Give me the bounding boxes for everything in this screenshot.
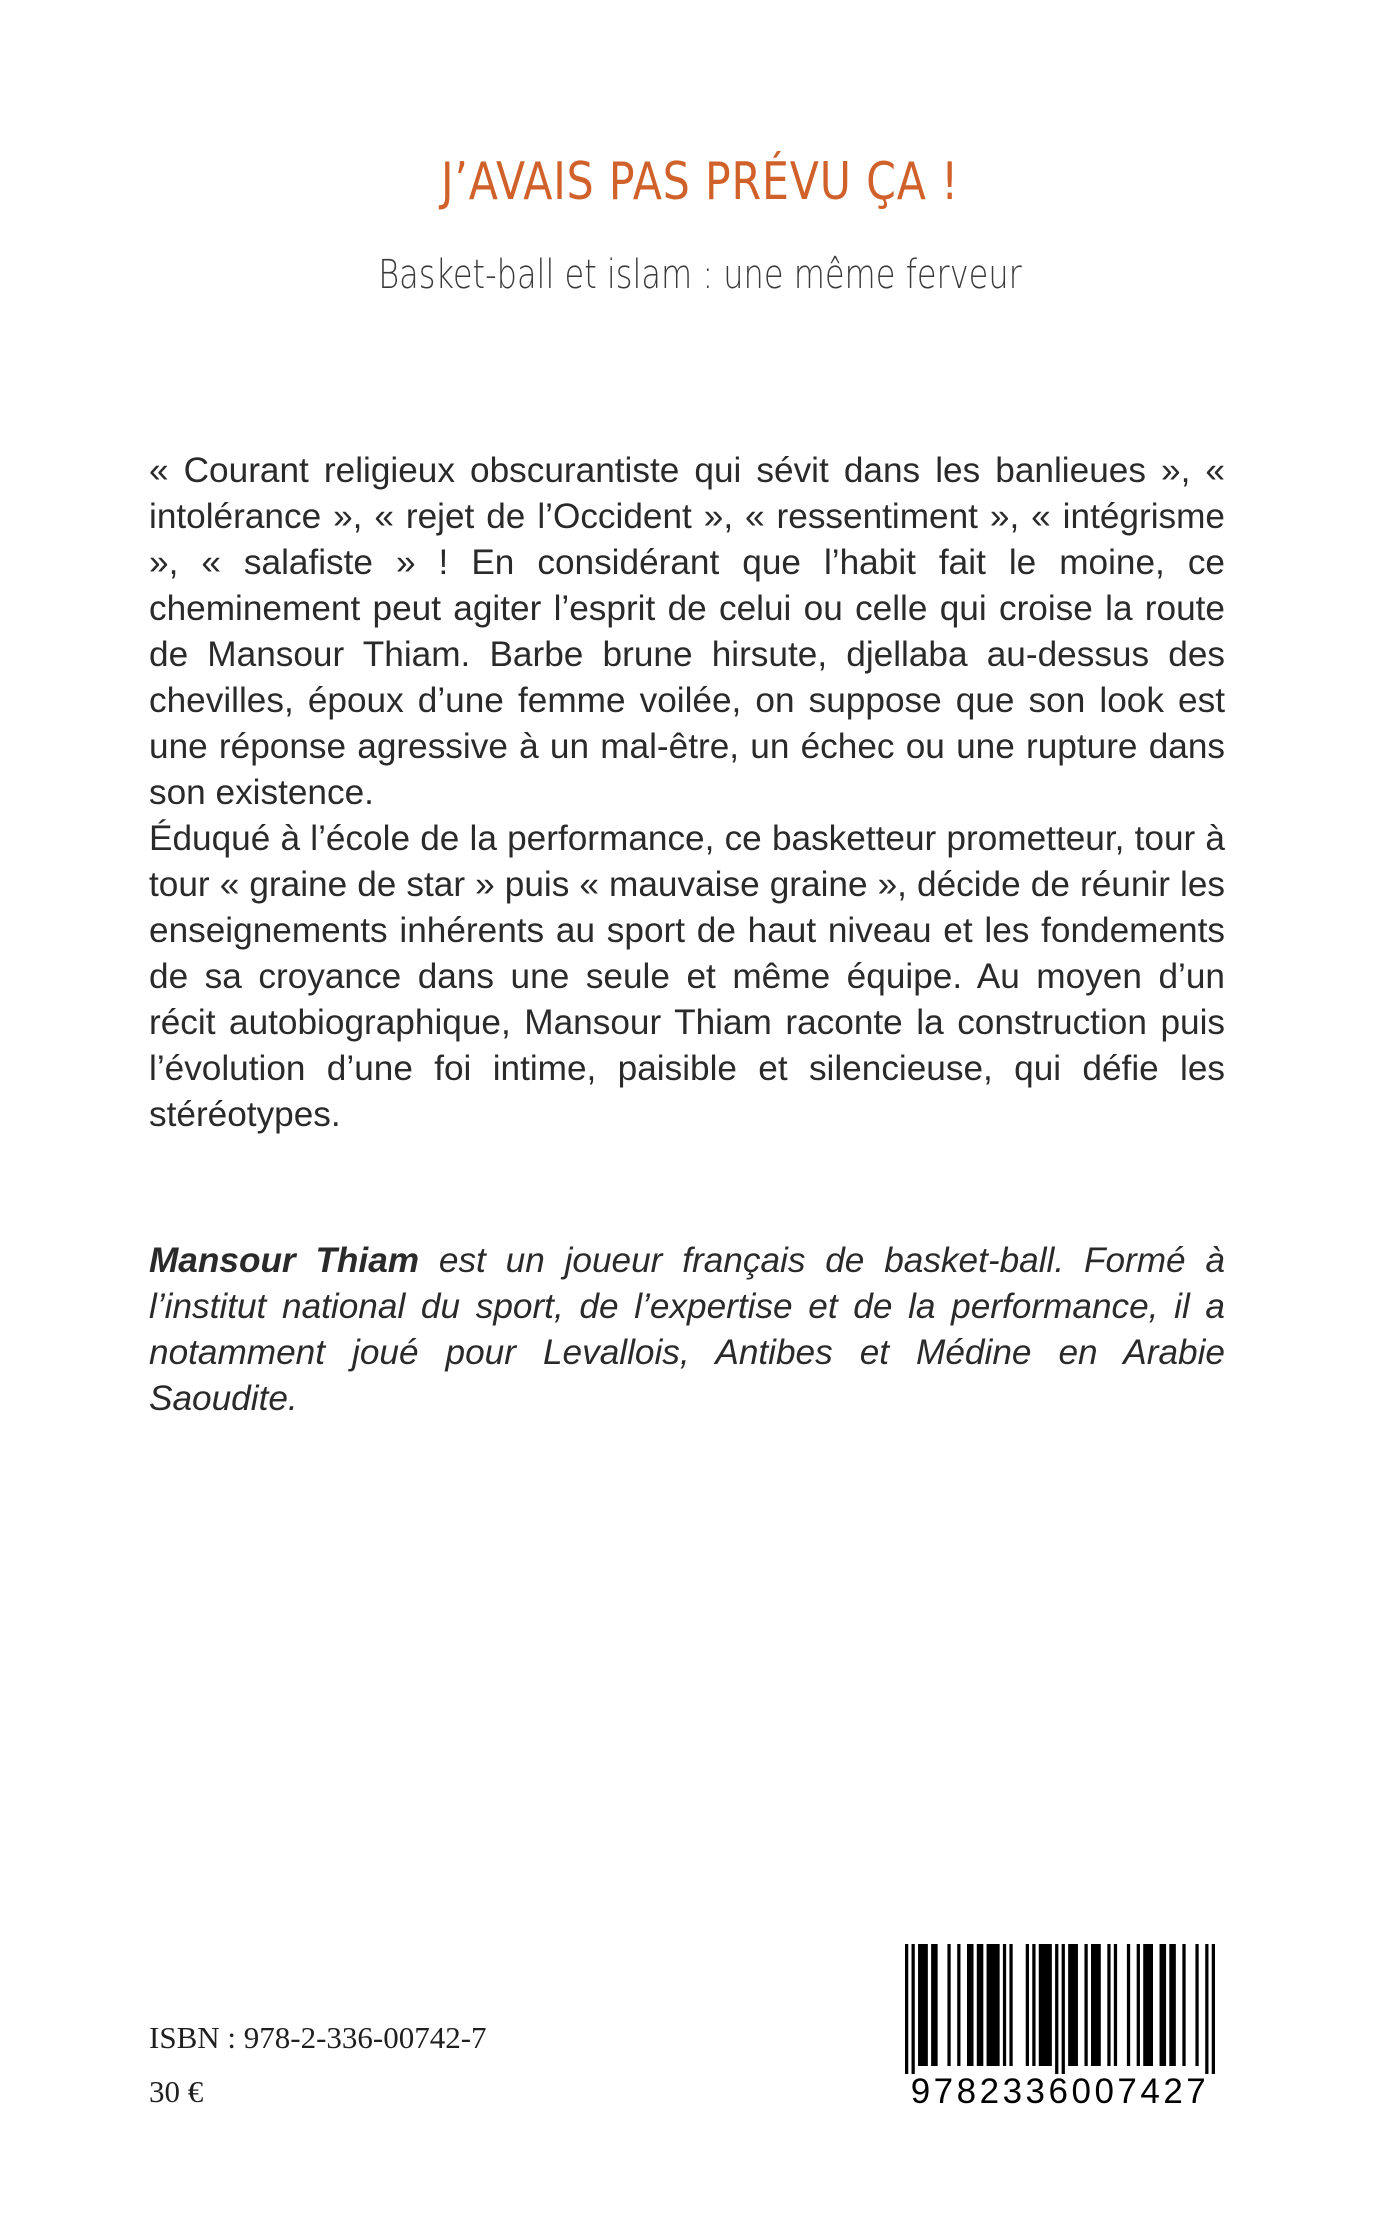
- barcode-bar: [1127, 1944, 1130, 2066]
- author-bio-text: est un joueur français de basket-ball. Formé à l’institut national du sport, de l’expertise et de la performance, il a notamment joué pour Levallois, Antibes et Médine en Arabie Saoudite.: [149, 1241, 1225, 1418]
- barcode-bar: [1003, 1944, 1006, 2066]
- barcode-bar: [977, 1944, 984, 2066]
- barcode-bar: [987, 1944, 1000, 2066]
- author-bio: [149, 1238, 1225, 1422]
- book-subtitle: Basket-ball et islam : une même ferveur: [378, 252, 1022, 298]
- author-name: Mansour Thiam: [149, 1241, 420, 1280]
- barcode-bar: [1169, 1944, 1176, 2066]
- barcode-bar: [918, 1944, 928, 2066]
- isbn-label: ISBN : 978-2-336-00742-7: [149, 2020, 487, 2055]
- barcode-bar: [1026, 1944, 1029, 2066]
- barcode-bar: [1107, 1944, 1110, 2066]
- summary-paragraph-1: « Courant religieux obscurantiste qui sévit dans les banlieues », « intolérance », « rejet de l’Occident », « ressentiment », « intégrisme », « salafiste » ! En considérant que l’habit fait le moine, ce cheminement peut agiter l’esprit de celui ou celle qui croise la route de Mansour Thiam. Barbe brune hirsute, djellaba au-dessus des chevilles, époux d’une femme voilée, on suppose que son look est une réponse agressive à un mal-être, un échec ou une rupture dans son existence.: [149, 451, 1225, 812]
- back-cover-summary: [149, 448, 1225, 1138]
- author-bio-paragraph: [149, 1238, 1225, 1422]
- barcode-bar: [1039, 1944, 1052, 2066]
- barcode-bar: [957, 1944, 960, 2066]
- isbn-barcode: [905, 1944, 1215, 2114]
- barcode-bars: [905, 1944, 1215, 2074]
- barcode-bar: [905, 1944, 908, 2074]
- barcode-bar: [912, 1944, 915, 2074]
- barcode-bar: [1068, 1944, 1078, 2066]
- barcode-bar: [1212, 1944, 1215, 2074]
- barcode-bar: [967, 1944, 974, 2066]
- barcode-bar: [1062, 1944, 1065, 2074]
- barcode-bar: [931, 1944, 938, 2066]
- barcode-bar: [1114, 1944, 1117, 2066]
- summary-paragraph-2: Éduqué à l’école de la performance, ce basketteur prometteur, tour à tour « graine de star » puis « mauvaise graine », décide de réunir les enseignements inhérents au sport de haut niveau et les fondements de sa croyance dans une seule et même équipe. Au moyen d’un récit autobiographique, Mansour Thiam raconte la construction puis l’évolution d’une foi intime, paisible et silencieuse, qui défie les stéréotypes.: [149, 819, 1225, 1134]
- barcode-bar: [1055, 1944, 1058, 2074]
- barcode-bar: [1009, 1944, 1012, 2066]
- barcode-bar: [1205, 1944, 1208, 2074]
- price-label: 30 €: [149, 2074, 204, 2109]
- barcode-number: 9782336007427: [910, 2072, 1210, 2111]
- barcode-bar: [947, 1944, 950, 2066]
- barcode-bar: [1091, 1944, 1101, 2066]
- book-title: J’AVAIS PAS PRÉVU ÇA !: [440, 152, 960, 212]
- barcode-bar: [1084, 1944, 1087, 2066]
- barcode-bar: [1032, 1944, 1035, 2066]
- barcode-bar: [1143, 1944, 1153, 2066]
- barcode-bar: [1182, 1944, 1185, 2066]
- barcode-bar: [1160, 1944, 1167, 2066]
- barcode-bar: [1195, 1944, 1198, 2066]
- barcode-bar: [1137, 1944, 1140, 2066]
